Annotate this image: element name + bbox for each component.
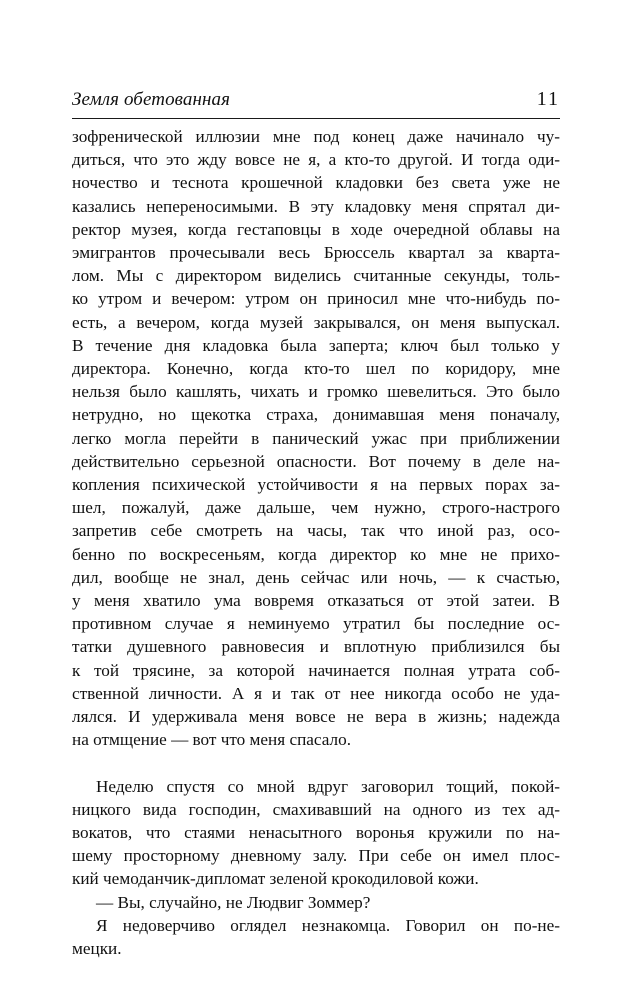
text-line: мецки. xyxy=(72,939,122,959)
text-line: есть, а вечером, когда музей закрывался, он меня выпускал. xyxy=(72,312,560,332)
text-line: дил, вообще не знал, день сейчас или ночь, — к счастью, xyxy=(72,567,560,587)
text-line: лом. Мы с директором виделись считанные секунды, толь- xyxy=(72,266,560,286)
text-line: диться, что это жду вовсе не я, а кто-то другой. И тогда оди- xyxy=(72,150,560,170)
body-text xyxy=(72,125,560,960)
text-line: Неделю спустя со мной вдруг заговорил тощий, покой- xyxy=(96,776,560,796)
text-line: шему просторному дневному залу. При себе он имел плос- xyxy=(72,846,560,866)
running-title: Земля обетованная xyxy=(72,89,231,110)
text-line: зофренической иллюзии мне под конец даже начинало чу- xyxy=(72,127,560,146)
text-line: кий чемоданчик-дипломат зеленой крокодиловой кожи. xyxy=(72,869,479,889)
text-line: Я недоверчиво оглядел незнакомца. Говорил он по-не- xyxy=(96,915,560,935)
text-line: казались непереносимыми. В эту кладовку меня спрятал ди- xyxy=(72,196,560,216)
text-line: действительно серьезной опасности. Вот почему в деле на- xyxy=(72,451,560,471)
text-line: на отмщение — вот что меня спасало. xyxy=(72,730,351,750)
text-line: лялся. И удерживала меня вовсе не вера в жизнь; надежда xyxy=(72,707,560,727)
text-line: ко утром и вечером: утром он приносил мне что-нибудь по- xyxy=(72,289,560,309)
text-line: у меня хватило ума вовремя отказаться от этой затеи. В xyxy=(72,591,560,611)
text-line: шел, пожалуй, даже дальше, чем нужно, строго-настрого xyxy=(72,498,560,518)
paragraph xyxy=(72,125,560,751)
text-line: противном случае я неминуемо утратил бы последние ос- xyxy=(72,614,560,634)
text-line: — Вы, случайно, не Людвиг Зоммер? xyxy=(96,892,371,912)
text-line: татки душевного равновесия и вплотную приблизился бы xyxy=(72,637,560,657)
text-line: ночество и теснота крошечной кладовки без света уже не xyxy=(72,173,560,193)
text-line: бенно по воскресеньям, когда директор ко мне не прихо- xyxy=(72,544,560,564)
text-line: ректор музея, когда гестаповцы в ходе очередной облавы на xyxy=(72,219,560,239)
text-line: к той трясине, за которой начинается полная утрата соб- xyxy=(72,660,560,680)
dialogue-line xyxy=(72,891,560,914)
page-number: 11 xyxy=(536,88,560,110)
book-page xyxy=(72,88,560,960)
text-line: копления психической устойчивости я на первых порах за- xyxy=(72,475,560,495)
text-line: легко могла перейти в панический ужас при приближении xyxy=(72,428,560,448)
text-line: эмигрантов прочесывали весь Брюссель квартал за кварта- xyxy=(72,243,560,263)
paragraph xyxy=(72,775,560,891)
text-line: ницкого вида господин, смахивавший на одного из тех ад- xyxy=(72,799,560,819)
text-line: директора. Конечно, когда кто-то шел по коридору, мне xyxy=(72,359,560,379)
paragraph-gap xyxy=(72,751,560,774)
text-line: В течение дня кладовка была заперта; ключ был только у xyxy=(72,335,560,355)
text-line: запретив себе смотреть на часы, так что иной раз, осо- xyxy=(72,521,560,541)
text-line: нетрудно, но щекотка страха, донимавшая меня поначалу, xyxy=(72,405,560,425)
paragraph xyxy=(72,914,560,960)
text-line: нельзя было кашлять, чихать и громко шевелиться. Это было xyxy=(72,382,560,402)
text-line: ственной личности. А я и так от нее никогда особо не уда- xyxy=(72,683,560,703)
running-head xyxy=(72,88,560,119)
text-line: вокатов, что стаями ненасытного воронья кружили по на- xyxy=(72,823,560,843)
